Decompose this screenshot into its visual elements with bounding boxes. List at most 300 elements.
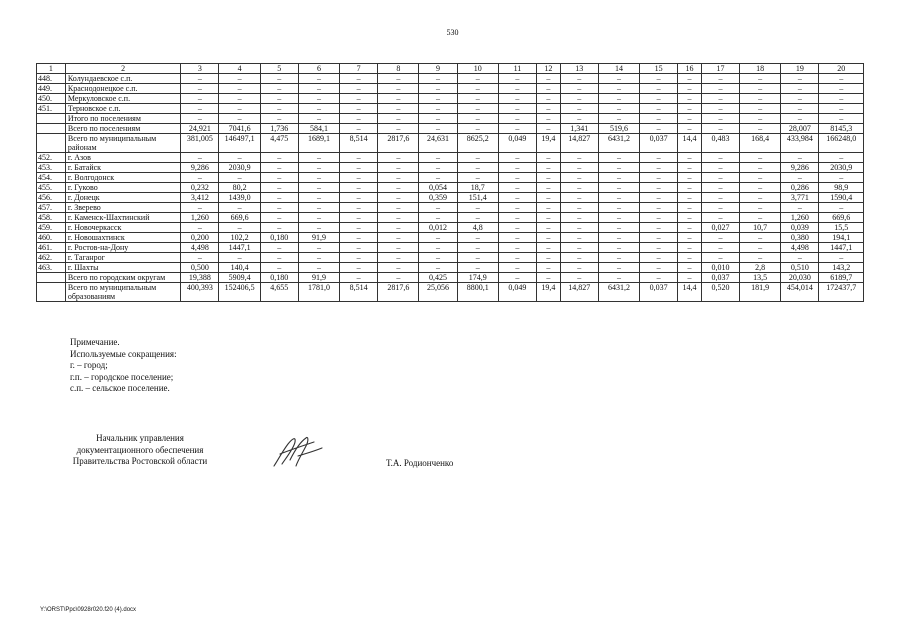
value-cell: – [298, 183, 339, 193]
table-row [37, 173, 864, 183]
value-cell: – [340, 243, 378, 253]
value-cell: – [498, 203, 536, 213]
value-cell: – [701, 124, 739, 134]
value-cell: – [536, 104, 560, 114]
value-cell: – [560, 104, 598, 114]
value-cell: – [498, 263, 536, 273]
value-cell: – [419, 124, 457, 134]
value-cell: 98,9 [819, 183, 864, 193]
row-number-cell: 449. [37, 84, 66, 94]
value-cell: – [701, 114, 739, 124]
header-cell: 3 [181, 64, 219, 74]
value-cell: 0,359 [419, 193, 457, 203]
value-cell: – [219, 173, 260, 183]
value-cell: – [640, 104, 678, 114]
value-cell: – [598, 233, 639, 243]
header-cell: 11 [498, 64, 536, 74]
row-number-cell: 455. [37, 183, 66, 193]
notes-title: Примечание. [70, 337, 120, 347]
row-name-cell: г. Зверево [65, 203, 180, 213]
value-cell: 18,7 [457, 183, 498, 193]
header-cell: 5 [260, 64, 298, 74]
value-cell: – [457, 114, 498, 124]
value-cell: – [740, 243, 781, 253]
value-cell: – [560, 74, 598, 84]
value-cell: – [678, 213, 702, 223]
row-number-cell: 453. [37, 163, 66, 173]
row-number-cell: 462. [37, 253, 66, 263]
value-cell: – [740, 253, 781, 263]
row-number-cell: 452. [37, 153, 66, 163]
value-cell: – [640, 193, 678, 203]
value-cell: – [598, 94, 639, 104]
value-cell: – [598, 273, 639, 283]
value-cell: – [378, 223, 419, 233]
value-cell: – [457, 104, 498, 114]
row-name-cell: г. Новошахтинск [65, 233, 180, 243]
value-cell: 174,9 [457, 273, 498, 283]
value-cell: – [181, 94, 219, 104]
value-cell: – [701, 243, 739, 253]
value-cell: – [560, 253, 598, 263]
value-cell: – [298, 263, 339, 273]
header-cell: 16 [678, 64, 702, 74]
value-cell: 19,388 [181, 273, 219, 283]
value-cell: – [498, 243, 536, 253]
value-cell: – [498, 163, 536, 173]
value-cell: 454,014 [781, 283, 819, 302]
value-cell: – [498, 233, 536, 243]
value-cell: – [701, 84, 739, 94]
value-cell: 0,054 [419, 183, 457, 193]
value-cell: – [678, 114, 702, 124]
value-cell: – [701, 193, 739, 203]
value-cell: 14,4 [678, 134, 702, 153]
row-number-cell [37, 283, 66, 302]
value-cell: – [598, 163, 639, 173]
value-cell: – [298, 213, 339, 223]
value-cell: – [560, 94, 598, 104]
value-cell: – [340, 114, 378, 124]
value-cell: – [640, 213, 678, 223]
value-cell: 0,500 [181, 263, 219, 273]
value-cell: – [536, 153, 560, 163]
value-cell: – [298, 114, 339, 124]
value-cell: – [819, 203, 864, 213]
value-cell: – [819, 253, 864, 263]
table-row [37, 193, 864, 203]
table-row [37, 114, 864, 124]
value-cell: – [260, 84, 298, 94]
value-cell: – [378, 74, 419, 84]
value-cell: – [560, 263, 598, 273]
value-cell: 9,286 [781, 163, 819, 173]
value-cell: 2817,6 [378, 134, 419, 153]
value-cell: – [378, 173, 419, 183]
handwritten-signature [268, 430, 328, 472]
value-cell: 4,498 [781, 243, 819, 253]
value-cell: 168,4 [740, 134, 781, 153]
value-cell: – [298, 203, 339, 213]
value-cell: – [740, 153, 781, 163]
value-cell: – [678, 173, 702, 183]
value-cell: 19,4 [536, 283, 560, 302]
value-cell: 669,6 [219, 213, 260, 223]
value-cell: – [598, 223, 639, 233]
value-cell: – [536, 114, 560, 124]
value-cell: – [598, 84, 639, 94]
value-cell: – [498, 273, 536, 283]
value-cell: 669,6 [819, 213, 864, 223]
value-cell: – [781, 173, 819, 183]
value-cell: 194,1 [819, 233, 864, 243]
value-cell: 146497,1 [219, 134, 260, 153]
value-cell: – [378, 203, 419, 213]
value-cell: – [260, 104, 298, 114]
value-cell: – [536, 84, 560, 94]
value-cell: – [560, 84, 598, 94]
table-row [37, 84, 864, 94]
signatory-title-line: документационного обеспечения [76, 444, 204, 455]
value-cell: 14,827 [560, 283, 598, 302]
value-cell: 0,425 [419, 273, 457, 283]
value-cell: – [219, 223, 260, 233]
value-cell: – [536, 74, 560, 84]
value-cell: – [536, 223, 560, 233]
value-cell: – [419, 74, 457, 84]
value-cell: 1439,0 [219, 193, 260, 203]
value-cell: – [298, 104, 339, 114]
row-number-cell [37, 114, 66, 124]
value-cell: – [181, 173, 219, 183]
value-cell: – [740, 233, 781, 243]
value-cell: – [298, 173, 339, 183]
value-cell: 433,984 [781, 134, 819, 153]
value-cell: 14,4 [678, 283, 702, 302]
value-cell: – [181, 153, 219, 163]
value-cell: – [298, 223, 339, 233]
value-cell: 8625,2 [457, 134, 498, 153]
value-cell: – [740, 84, 781, 94]
value-cell: 1447,1 [219, 243, 260, 253]
value-cell: – [498, 74, 536, 84]
value-cell: 0,180 [260, 233, 298, 243]
value-cell: – [536, 94, 560, 104]
value-cell: 0,039 [781, 223, 819, 233]
value-cell: 10,7 [740, 223, 781, 233]
value-cell: – [378, 94, 419, 104]
value-cell: – [498, 223, 536, 233]
value-cell: – [678, 223, 702, 233]
value-cell: – [419, 94, 457, 104]
value-cell: – [536, 253, 560, 263]
table-header-row [37, 64, 864, 74]
value-cell: – [536, 163, 560, 173]
value-cell: – [457, 124, 498, 134]
header-cell: 12 [536, 64, 560, 74]
value-cell: – [419, 163, 457, 173]
value-cell: – [678, 273, 702, 283]
value-cell: – [378, 243, 419, 253]
value-cell: – [260, 153, 298, 163]
value-cell: – [457, 163, 498, 173]
value-cell: 24,631 [419, 134, 457, 153]
value-cell: – [260, 203, 298, 213]
value-cell: 6431,2 [598, 134, 639, 153]
value-cell: – [536, 203, 560, 213]
value-cell: – [378, 253, 419, 263]
value-cell: – [678, 104, 702, 114]
value-cell: – [701, 153, 739, 163]
value-cell: 2030,9 [819, 163, 864, 173]
value-cell: 152406,5 [219, 283, 260, 302]
value-cell: – [340, 94, 378, 104]
table-row [37, 94, 864, 104]
value-cell: 1689,1 [298, 134, 339, 153]
value-cell: – [260, 94, 298, 104]
value-cell: – [536, 193, 560, 203]
value-cell: – [340, 223, 378, 233]
value-cell: – [536, 213, 560, 223]
row-name-cell: Всего по городским округам [65, 273, 180, 283]
row-number-cell [37, 134, 66, 153]
value-cell: – [260, 253, 298, 263]
header-cell: 19 [781, 64, 819, 74]
notes-abbr-title: Используемые сокращения: [70, 348, 177, 359]
value-cell: – [678, 153, 702, 163]
value-cell: – [678, 233, 702, 243]
row-number-cell: 461. [37, 243, 66, 253]
value-cell: 2817,6 [378, 283, 419, 302]
value-cell: – [678, 163, 702, 173]
table-row [37, 203, 864, 213]
value-cell: – [701, 253, 739, 263]
value-cell: 400,393 [181, 283, 219, 302]
value-cell: – [498, 213, 536, 223]
value-cell: – [640, 84, 678, 94]
value-cell: 24,921 [181, 124, 219, 134]
row-name-cell: г. Батайск [65, 163, 180, 173]
value-cell: – [457, 84, 498, 94]
value-cell: – [181, 203, 219, 213]
value-cell: – [298, 74, 339, 84]
value-cell: – [640, 243, 678, 253]
value-cell: – [640, 223, 678, 233]
value-cell: – [419, 253, 457, 263]
value-cell: 0,232 [181, 183, 219, 193]
value-cell: – [678, 84, 702, 94]
value-cell: 181,9 [740, 283, 781, 302]
value-cell: 3,771 [781, 193, 819, 203]
value-cell: – [819, 84, 864, 94]
value-cell: – [598, 114, 639, 124]
table-row [37, 163, 864, 173]
value-cell: – [378, 183, 419, 193]
value-cell: – [260, 213, 298, 223]
value-cell: – [640, 253, 678, 263]
value-cell: – [498, 94, 536, 104]
row-name-cell: Всего по муниципальным районам [65, 134, 180, 153]
value-cell: – [219, 94, 260, 104]
value-cell: – [219, 203, 260, 213]
row-number-cell: 457. [37, 203, 66, 213]
value-cell: – [457, 153, 498, 163]
value-cell: – [819, 153, 864, 163]
value-cell: 140,4 [219, 263, 260, 273]
value-cell: – [340, 193, 378, 203]
value-cell: – [598, 243, 639, 253]
value-cell: 0,200 [181, 233, 219, 243]
value-cell: – [419, 263, 457, 273]
value-cell: – [678, 263, 702, 273]
row-name-cell: г. Ростов-на-Дону [65, 243, 180, 253]
value-cell: – [340, 173, 378, 183]
value-cell: – [419, 213, 457, 223]
table-row [37, 134, 864, 153]
header-cell: 15 [640, 64, 678, 74]
value-cell: – [298, 243, 339, 253]
value-cell: – [340, 183, 378, 193]
table-row [37, 263, 864, 273]
table-row [37, 183, 864, 193]
table-row [37, 213, 864, 223]
header-cell: 1 [37, 64, 66, 74]
value-cell: – [378, 84, 419, 94]
value-cell: – [598, 193, 639, 203]
value-cell: – [457, 263, 498, 273]
row-number-cell [37, 124, 66, 134]
value-cell: – [640, 153, 678, 163]
row-name-cell: Всего по муниципальным образованиям [65, 283, 180, 302]
value-cell: – [340, 233, 378, 243]
value-cell: – [498, 114, 536, 124]
value-cell: – [536, 263, 560, 273]
value-cell: – [740, 74, 781, 84]
value-cell: 5909,4 [219, 273, 260, 283]
value-cell: – [560, 213, 598, 223]
value-cell: – [378, 213, 419, 223]
value-cell: – [340, 104, 378, 114]
value-cell: – [457, 94, 498, 104]
value-cell: – [260, 173, 298, 183]
value-cell: – [740, 104, 781, 114]
value-cell: 91,9 [298, 233, 339, 243]
value-cell: – [819, 114, 864, 124]
value-cell: – [640, 163, 678, 173]
value-cell: 6431,2 [598, 283, 639, 302]
value-cell: – [419, 153, 457, 163]
value-cell: 1,341 [560, 124, 598, 134]
value-cell: – [560, 114, 598, 124]
value-cell: – [260, 183, 298, 193]
row-name-cell: г. Гуково [65, 183, 180, 193]
value-cell: – [298, 94, 339, 104]
value-cell: – [740, 94, 781, 104]
value-cell: – [781, 74, 819, 84]
value-cell: – [536, 173, 560, 183]
value-cell: 519,6 [598, 124, 639, 134]
value-cell: – [640, 124, 678, 134]
row-number-cell: 448. [37, 74, 66, 84]
value-cell: – [640, 233, 678, 243]
value-cell: 0,049 [498, 283, 536, 302]
value-cell: – [378, 193, 419, 203]
value-cell: – [419, 173, 457, 183]
value-cell: 91,9 [298, 273, 339, 283]
value-cell: – [181, 84, 219, 94]
row-name-cell: г. Волгодонск [65, 173, 180, 183]
value-cell: – [340, 203, 378, 213]
value-cell: – [457, 203, 498, 213]
row-number-cell: 463. [37, 263, 66, 273]
row-name-cell: г. Донецк [65, 193, 180, 203]
value-cell: – [219, 74, 260, 84]
value-cell: – [598, 203, 639, 213]
value-cell: – [181, 253, 219, 263]
value-cell: – [219, 84, 260, 94]
file-path: Y:\ORST\Ppc\0928r020.f20 (4).docx [40, 607, 137, 613]
value-cell: – [598, 173, 639, 183]
row-number-cell: 456. [37, 193, 66, 203]
table-row [37, 283, 864, 302]
row-number-cell: 454. [37, 173, 66, 183]
row-number-cell: 451. [37, 104, 66, 114]
table-row [37, 233, 864, 243]
value-cell: – [678, 193, 702, 203]
value-cell: 0,483 [701, 134, 739, 153]
value-cell: 1,260 [181, 213, 219, 223]
data-table [36, 63, 864, 302]
value-cell: – [740, 163, 781, 173]
value-cell: 0,012 [419, 223, 457, 233]
value-cell: – [819, 173, 864, 183]
value-cell: – [536, 243, 560, 253]
notes-item: г.п. – городское поселение; [70, 371, 174, 382]
value-cell: 1590,4 [819, 193, 864, 203]
header-cell: 10 [457, 64, 498, 74]
value-cell: – [781, 84, 819, 94]
value-cell: – [298, 253, 339, 263]
value-cell: – [640, 114, 678, 124]
value-cell: – [781, 253, 819, 263]
value-cell: – [640, 94, 678, 104]
value-cell: – [536, 233, 560, 243]
value-cell: – [457, 233, 498, 243]
value-cell: 0,027 [701, 223, 739, 233]
value-cell: 1,736 [260, 124, 298, 134]
value-cell: – [678, 124, 702, 134]
value-cell: – [819, 94, 864, 104]
header-cell: 6 [298, 64, 339, 74]
value-cell: 381,005 [181, 134, 219, 153]
value-cell: – [378, 263, 419, 273]
value-cell: – [457, 243, 498, 253]
header-cell: 4 [219, 64, 260, 74]
value-cell: – [598, 104, 639, 114]
value-cell: – [378, 114, 419, 124]
value-cell: – [819, 104, 864, 114]
value-cell: – [298, 163, 339, 173]
value-cell: – [781, 114, 819, 124]
value-cell: 6189,7 [819, 273, 864, 283]
value-cell: 0,037 [701, 273, 739, 283]
value-cell: – [219, 114, 260, 124]
table-row [37, 243, 864, 253]
value-cell: – [419, 203, 457, 213]
value-cell: – [219, 253, 260, 263]
row-name-cell: г. Шахты [65, 263, 180, 273]
header-cell: 9 [419, 64, 457, 74]
